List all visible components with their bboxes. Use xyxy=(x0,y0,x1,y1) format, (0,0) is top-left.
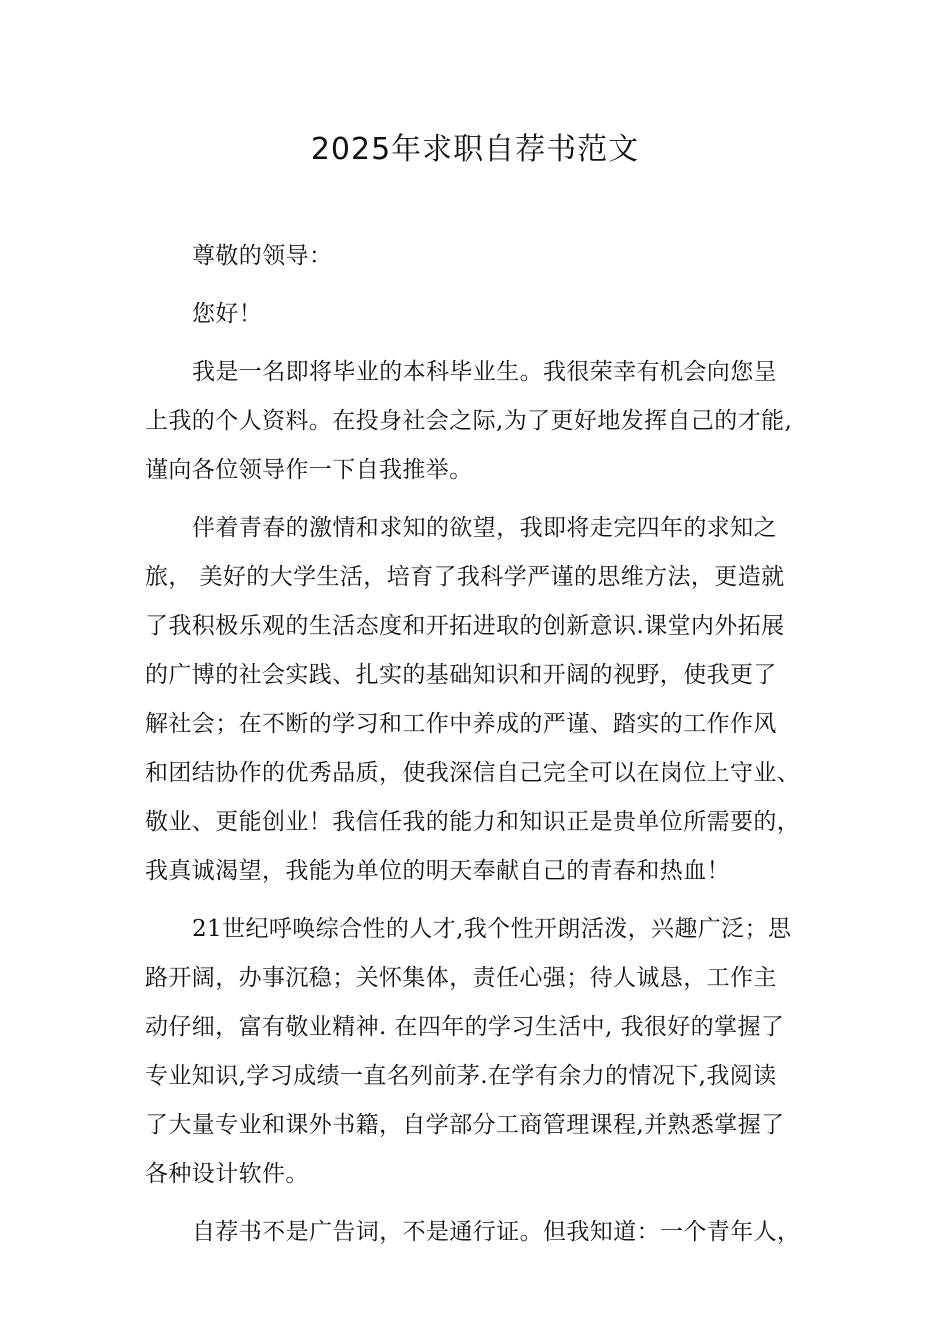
paragraph-line: 21世纪呼唤综合性的人才,我个性开朗活泼，兴趣广泛；思 xyxy=(192,916,792,942)
paragraph-line: 路开阔，办事沉稳；关怀集体，责任心强；待人诚恳，工作主 xyxy=(145,965,777,991)
paragraph-1 xyxy=(145,348,825,495)
greeting: 您好！ xyxy=(192,301,263,327)
paragraph-line: 我是一名即将毕业的本科毕业生。我很荣幸有机会向您呈 xyxy=(192,359,777,385)
paragraph-line: 敬业、更能创业！我信任我的能力和知识正是贵单位所需要的， xyxy=(145,809,801,835)
paragraph-line: 的广博的社会实践、扎实的基础知识和开阔的视野，使我更了 xyxy=(145,662,777,688)
paragraph-line: 了大量专业和课外书籍，自学部分工商管理课程,并熟悉掌握了 xyxy=(145,1112,785,1138)
paragraph-line: 伴着青春的激情和求知的欲望，我即将走完四年的求知之 xyxy=(192,515,777,541)
paragraph-3 xyxy=(145,905,825,1199)
paragraph-line: 了我积极乐观的生活态度和开拓进取的创新意识.课堂内外拓展 xyxy=(145,613,785,639)
paragraph-line: 专业知识,学习成绩一直名列前茅.在学有余力的情况下,我阅读 xyxy=(145,1063,777,1089)
paragraph-2 xyxy=(145,504,825,896)
document-body xyxy=(145,232,825,1257)
salutation: 尊敬的领导： xyxy=(192,243,333,269)
paragraph-line: 我真诚渴望，我能为单位的明天奉献自己的青春和热血！ xyxy=(145,858,730,884)
paragraph-line: 和团结协作的优秀品质，使我深信自己完全可以在岗位上守业、 xyxy=(145,760,801,786)
paragraph-line: 谨向各位领导作一下自我推举。 xyxy=(145,457,473,483)
document-title: 2025年求职自荐书范文 xyxy=(310,132,640,167)
paragraph-4 xyxy=(145,1208,825,1257)
paragraph-line: 动仔细，富有敬业精神. 在四年的学习生活中, 我很好的掌握了 xyxy=(145,1014,785,1040)
paragraph-line: 各种设计软件。 xyxy=(145,1161,309,1187)
paragraph-line: 上我的个人资料。在投身社会之际,为了更好地发挥自己的才能, xyxy=(145,408,793,434)
paragraph-line: 旅， 美好的大学生活，培育了我科学严谨的思维方法，更造就 xyxy=(145,564,785,590)
paragraph-line: 自荐书不是广告词，不是通行证。但我知道：一个青年人， xyxy=(192,1219,801,1245)
paragraph-line: 解社会；在不断的学习和工作中养成的严谨、踏实的工作作风 xyxy=(145,711,777,737)
